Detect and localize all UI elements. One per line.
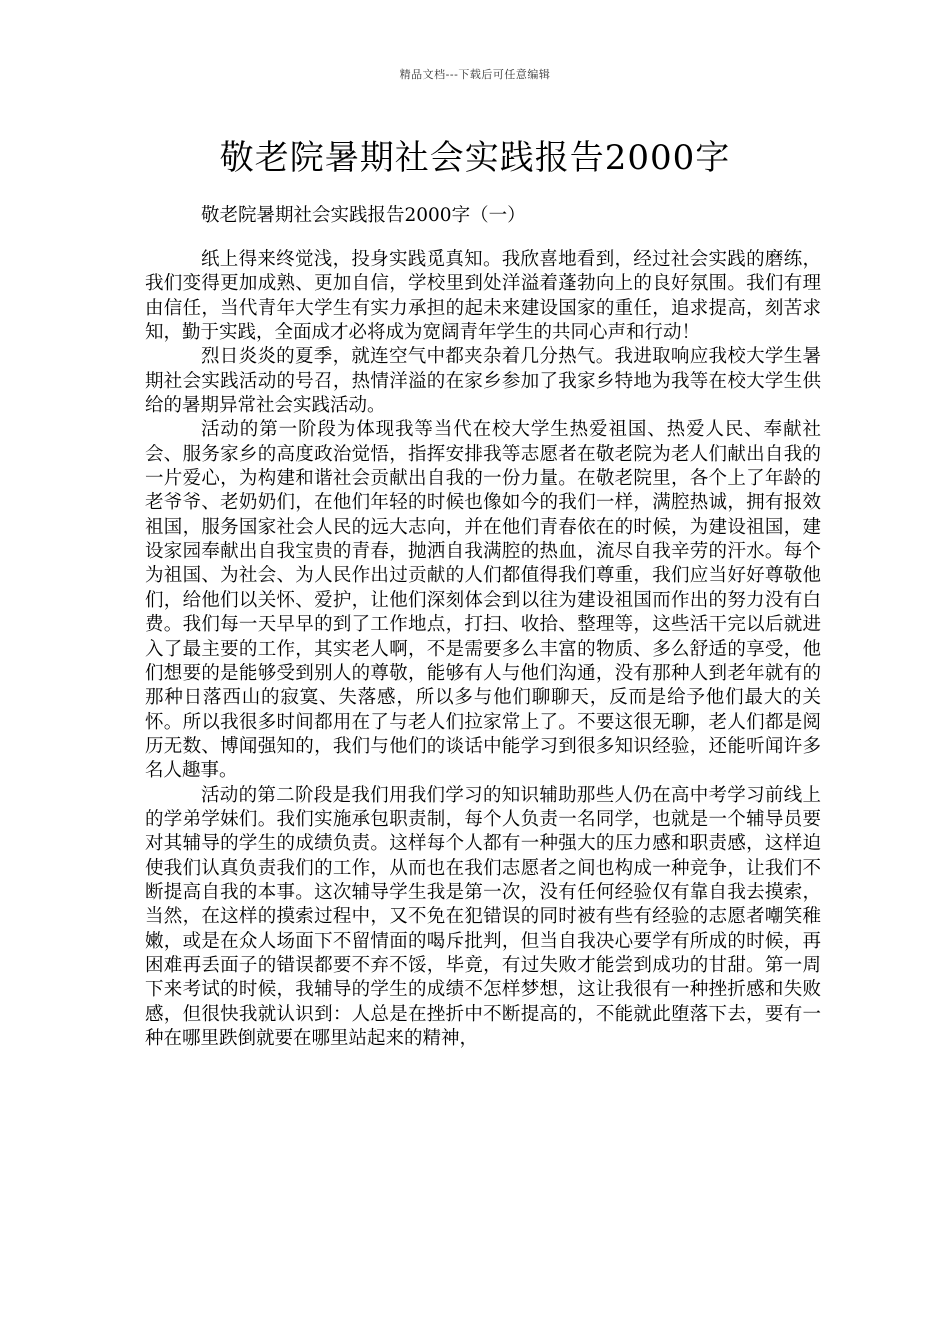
paragraph: 活动的第一阶段为体现我等当代在校大学生热爱祖国、热爱人民、奉献社会、服务家乡的高度政治觉悟，指挥安排我等志愿者在敬老院为老人们献出自我的一片爱心，为构建和谐社会贡献出自我的一份力量。在敬老院里，各个上了年龄的老爷爷、老奶奶们，在他们年轻的时候也像如今的我们一样，满腔热诚，拥有报效祖国，服务国家社会人民的远大志向，并在他们青春依在的时候，为建设祖国，建设家园奉献出自我宝贵的青春，抛洒自我满腔的热血，流尽自我辛劳的汗水。每个为祖国、为社会、为人民作出过贡献的人们都值得我们尊重，我们应当好好尊敬他们，给他们以关怀、爱护，让他们深刻体会到以往为建设祖国而作出的努力没有白费。我们每一天早早的到了工作地点，打扫、收拾、整理等，这些活干完以后就进入了最主要的工作，其实老人啊，不是需要多么丰富的物质、多么舒适的享受，他们想要的是能够受到别人的尊敬，能够有人与他们沟通，没有那种人到老年就有的那种日落西山的寂寞、失落感，所以多与他们聊聊天，反而是给予他们最大的关怀。所以我很多时间都用在了与老人们拉家常上了。不要这很无聊，老人们都是阅历无数、博闻强知的，我们与他们的谈话中能学习到很多知识经验，还能听闻许多名人趣事。 bbox=[145, 419, 821, 782]
paragraph: 烈日炎炎的夏季，就连空气中都夹杂着几分热气。我进取响应我校大学生暑期社会实践活动的号召，热情洋溢的在家乡参加了我家乡特地为我等在校大学生供给的暑期异常社会实践活动。 bbox=[145, 346, 821, 417]
document-body bbox=[145, 248, 821, 1051]
paragraph: 纸上得来终觉浅，投身实践觅真知。我欣喜地看到，经过社会实践的磨练，我们变得更加成熟、更加自信，学校里到处洋溢着蓬勃向上的良好氛围。我们有理由信任，当代青年大学生有实力承担的起未来建设国家的重任，追求提高，刻苦求知，勤于实践，全面成才必将成为宽阔青年学生的共同心声和行动！ bbox=[145, 249, 821, 344]
document-subtitle: 敬老院暑期社会实践报告2000字（一） bbox=[201, 205, 526, 226]
header-note: 精品文档---下载后可任意编辑 bbox=[399, 68, 551, 81]
paragraph: 活动的第二阶段是我们用我们学习的知识辅助那些人仍在高中考学习前线上的学弟学妹们。我们实施承包职责制，每个人负责一名同学，也就是一个辅导员要对其辅导的学生的成绩负责。这样每个人都有一种强大的压力感和职责感，这样迫使我们认真负责我们的工作，从而也在我们志愿者之间也构成一种竞争，让我们不断提高自我的本事。这次辅导学生我是第一次，没有任何经验仅有靠自我去摸索，当然，在这样的摸索过程中，又不免在犯错误的同时被有些有经验的志愿者嘲笑稚嫩，或是在众人场面下不留情面的喝斥批判，但当自我决心要学有所成的时候，再困难再丢面子的错误都要不弃不馁，毕竟，有过失败才能尝到成功的甘甜。第一周下来考试的时候，我辅导的学生的成绩不怎样梦想，这让我很有一种挫折感和失败感，但很快我就认识到：人总是在挫折中不断提高的，不能就此堕落下去，要有一种在哪里跌倒就要在哪里站起来的精神， bbox=[145, 784, 821, 1049]
document-title: 敬老院暑期社会实践报告2000字 bbox=[219, 138, 731, 178]
